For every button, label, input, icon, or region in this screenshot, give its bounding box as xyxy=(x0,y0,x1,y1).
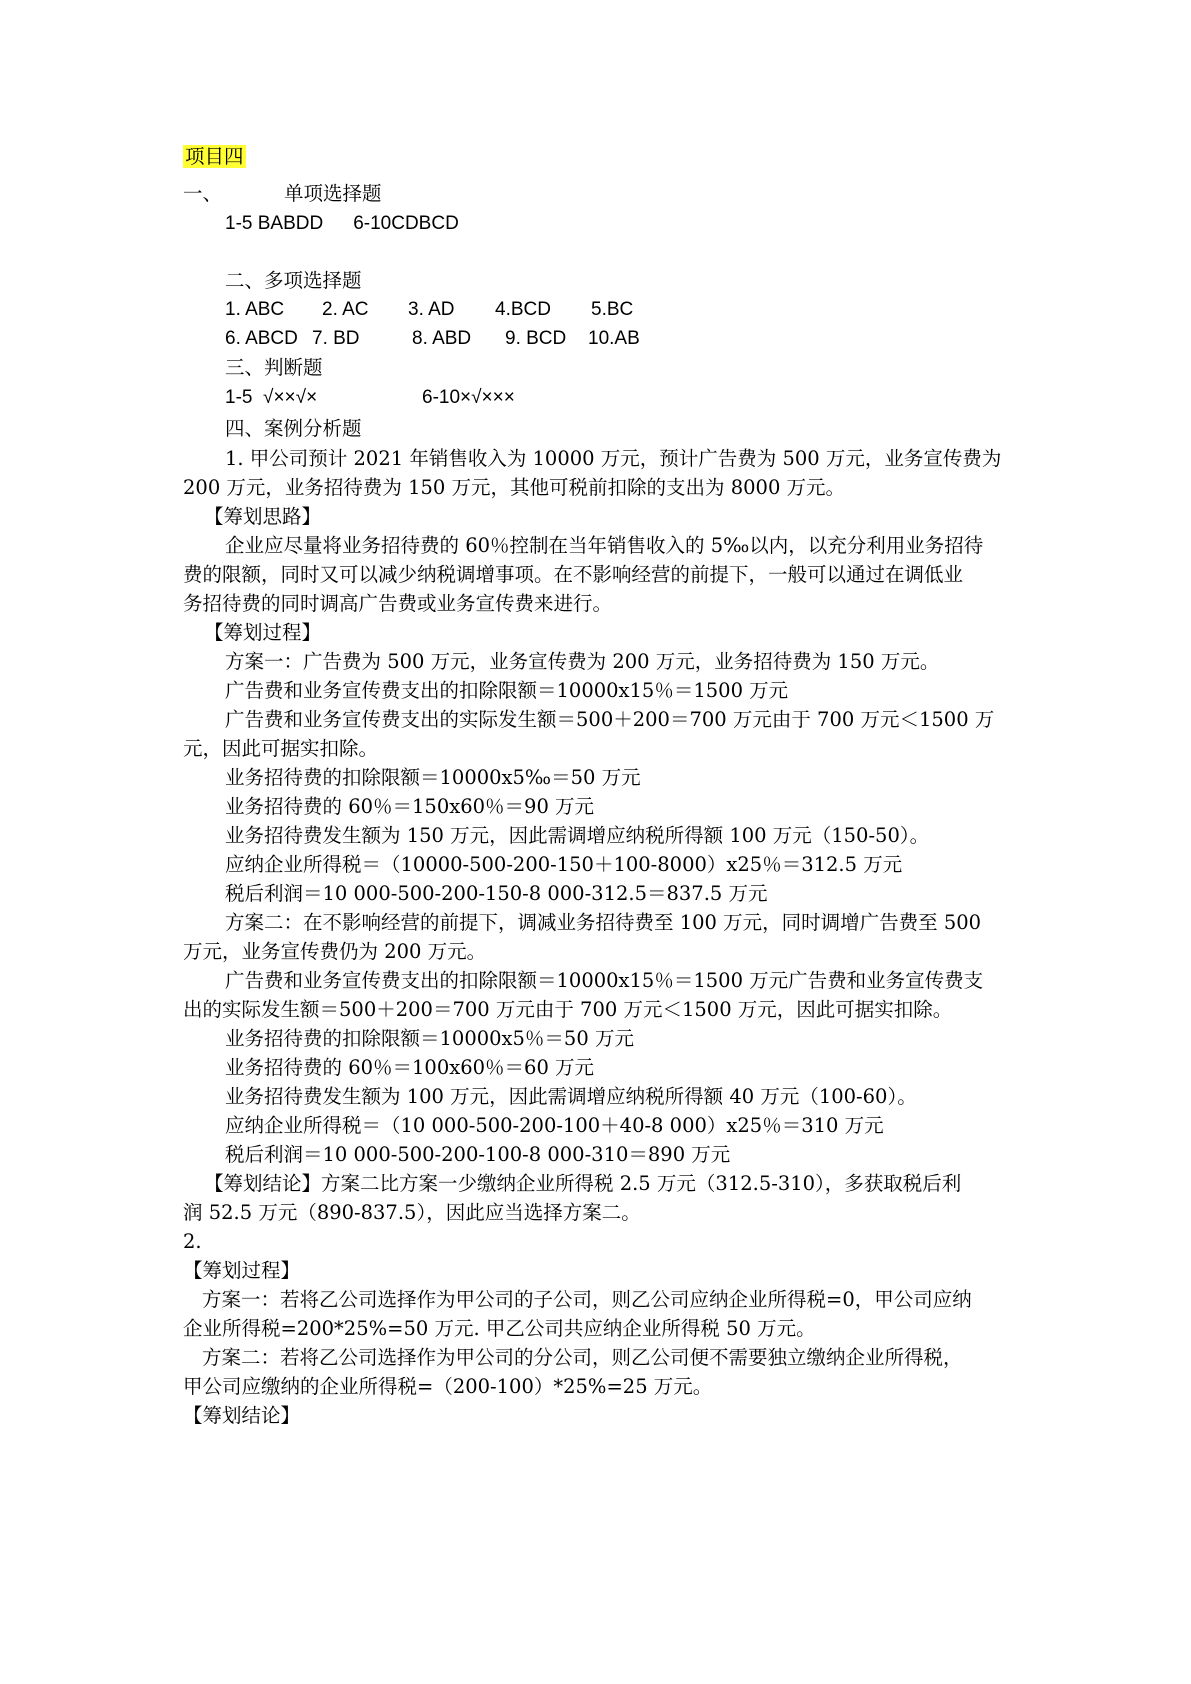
case1-process-line: 税后利润＝10 000-500-200-100-8 000-310＝890 万元 xyxy=(225,1143,731,1166)
case1-conclusion-line2: 润 52.5 万元（890-837.5），因此应当选择方案二。 xyxy=(183,1201,641,1224)
case1-process-line: 业务招待费的扣除限额＝10000x5％＝50 万元 xyxy=(225,1027,634,1050)
case1-process-line: 税后利润＝10 000-500-200-150-8 000-312.5＝837.5 万元 xyxy=(225,882,768,905)
case1-process-line: 业务招待费发生额为 100 万元，因此需调增应纳税所得额 40 万元（100-60）。 xyxy=(225,1085,917,1108)
judge-answers-6-10: 6-10×√××× xyxy=(422,387,515,408)
case1-idea-line2: 费的限额，同时又可以减少纳税调增事项。在不影响经营的前提下，一般可以通过在调低业 xyxy=(183,563,964,586)
section-2-heading: 二、多项选择题 xyxy=(225,269,362,292)
answer-item: 3. AD xyxy=(408,299,455,320)
case1-process-line: 业务招待费发生额为 150 万元，因此需调增应纳税所得额 100 万元（150-50）。 xyxy=(225,824,930,847)
section-4-heading: 四、案例分析题 xyxy=(225,417,362,440)
case1-process-line: 应纳企业所得税＝（10 000-500-200-100＋40-8 000）x25％＝310 万元 xyxy=(225,1114,884,1137)
case1-process-line: 万元，业务宣传费仍为 200 万元。 xyxy=(183,940,487,963)
case2-process-heading: 【筹划过程】 xyxy=(183,1259,301,1282)
answer-item: 2. AC xyxy=(322,299,369,320)
answers-1-5: 1-5 BABDD xyxy=(225,213,324,234)
section-3-heading: 三、判断题 xyxy=(225,356,323,379)
answer-item: 5.BC xyxy=(591,299,634,320)
answer-item: 9. BCD xyxy=(505,328,567,349)
answer-item: 10.AB xyxy=(588,328,640,349)
section-1-title: 单项选择题 xyxy=(284,182,382,205)
case1-process-heading: 【筹划过程】 xyxy=(204,621,322,644)
case1-process-line: 业务招待费的 60％＝100x60％＝60 万元 xyxy=(225,1056,595,1079)
case1-process-line: 元，因此可据实扣除。 xyxy=(183,737,379,760)
case2-plan2-line1: 方案二：若将乙公司选择作为甲公司的分公司，则乙公司便不需要独立缴纳企业所得税， xyxy=(202,1346,963,1369)
case2-plan1-line2: 企业所得税=200*25%=50 万元. 甲乙公司共应纳企业所得税 50 万元。 xyxy=(183,1317,816,1340)
case2-conclusion-heading: 【筹划结论】 xyxy=(183,1404,301,1427)
case1-plan2-line: 方案二：在不影响经营的前提下，调减业务招待费至 100 万元，同时调增广告费至 500 xyxy=(225,911,982,934)
answer-item: 8. ABD xyxy=(412,328,472,349)
case2-plan2-line2: 甲公司应缴纳的企业所得税=（200-100）*25%=25 万元。 xyxy=(183,1375,713,1398)
case1-process-line: 广告费和业务宣传费支出的扣除限额＝10000x15％＝1500 万元 xyxy=(225,679,789,702)
case1-process-line: 业务招待费的 60％＝150x60％＝90 万元 xyxy=(225,795,595,818)
case2-plan1-line1: 方案一：若将乙公司选择作为甲公司的子公司，则乙公司应纳企业所得税=0，甲公司应纳 xyxy=(202,1288,972,1311)
case1-idea-line3: 务招待费的同时调高广告费或业务宣传费来进行。 xyxy=(183,592,613,615)
case1-plan1-line: 方案一：广告费为 500 万元，业务宣传费为 200 万元，业务招待费为 150 万元。 xyxy=(225,650,940,673)
answer-item: 7. BD xyxy=(312,328,360,349)
case1-process-line: 出的实际发生额＝500＋200＝700 万元由于 700 万元＜1500 万元，因此可据实扣除。 xyxy=(183,998,953,1021)
answer-item: 6. ABCD xyxy=(225,328,298,349)
case2-number: 2. xyxy=(183,1230,202,1253)
case1-idea-line1: 企业应尽量将业务招待费的 60％控制在当年销售收入的 5‰以内，以充分利用业务招待 xyxy=(225,534,984,557)
case1-process-line: 应纳企业所得税＝（10000-500-200-150＋100-8000）x25％＝312.5 万元 xyxy=(225,853,903,876)
case1-question-line2: 200 万元，业务招待费为 150 万元，其他可税前扣除的支出为 8000 万元。 xyxy=(183,476,846,499)
answer-item: 1. ABC xyxy=(225,299,285,320)
highlighted-title: 项目四 xyxy=(185,145,244,168)
case1-process-line: 业务招待费的扣除限额＝10000x5‰＝50 万元 xyxy=(225,766,641,789)
section-1-number: 一、 xyxy=(183,182,223,205)
answers-6-10: 6-10CDBCD xyxy=(353,213,459,234)
answer-item: 4.BCD xyxy=(495,299,551,320)
case1-idea-heading: 【筹划思路】 xyxy=(204,505,322,528)
section-1-answers xyxy=(225,211,459,237)
judge-answers-1-5: 1-5 √××√× xyxy=(225,387,318,408)
case1-question-line1: 1. 甲公司预计 2021 年销售收入为 10000 万元，预计广告费为 500 万元，业务宣传费为 xyxy=(225,447,1002,470)
case1-process-line: 广告费和业务宣传费支出的实际发生额＝500＋200＝700 万元由于 700 万元＜1500 万 xyxy=(225,708,995,731)
case1-process-line: 广告费和业务宣传费支出的扣除限额＝10000x15％＝1500 万元广告费和业务宣传费支 xyxy=(225,969,984,992)
project-title xyxy=(183,144,246,170)
section-1-heading xyxy=(183,181,382,207)
case1-conclusion-line1: 【筹划结论】方案二比方案一少缴纳企业所得税 2.5 万元（312.5-310），多获取税后利 xyxy=(204,1172,962,1195)
